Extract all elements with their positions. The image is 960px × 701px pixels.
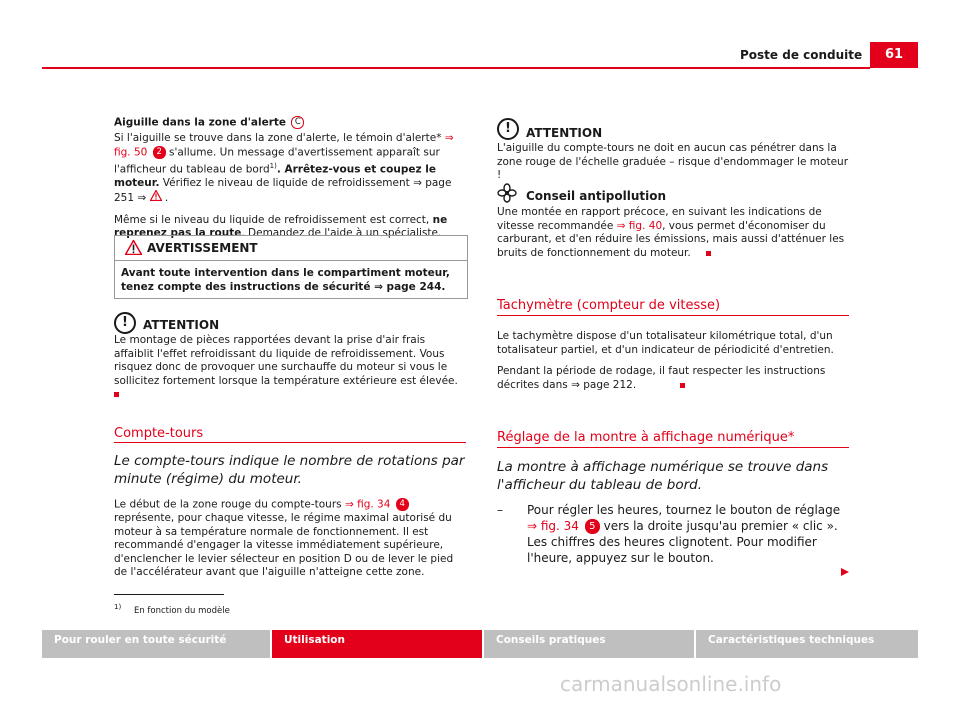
footnote-text: En fonction du modèle — [133, 605, 230, 616]
section-rule — [497, 447, 849, 448]
callout-2-badge: 2 — [153, 146, 166, 159]
callout-5-badge: 5 — [585, 519, 600, 534]
instruction-bullet — [497, 502, 849, 566]
paragraph-text: , vous permet d'économiser du carburant, et d'en réduire les émissions, mais aussi d'atténuer les bruits de fonctionnement du moteur. — [497, 219, 845, 259]
bold-instruction: ne reprenez pas la route — [114, 213, 448, 239]
paragraph-text: Pendant la période de rodage, il faut respecter les instructions décrites dans ⇒ page 212. — [497, 365, 826, 391]
warning-header — [115, 236, 467, 261]
eco-paragraph — [497, 206, 849, 260]
warning-box — [114, 235, 468, 299]
warning-triangle-icon — [125, 240, 142, 259]
bullet-dash: – — [497, 503, 503, 517]
end-marker — [114, 392, 119, 397]
header-rule — [42, 67, 870, 69]
section-rule — [114, 442, 466, 443]
paragraph-text: . Demandez de l'aide à un spécialiste. — [241, 227, 442, 239]
left-intro-block: Aiguille dans la zone d'alerte C Si l'aiguille se trouve dans la zone d'alerte, le témoin d'alerte* ⇒ fig. 50 2 s'allume. Un message d'avertissement apparaît sur l'afficheur du tableau de bord$^{1)}$. Arrêtez-vous et coupez le moteur. Vérifiez le niveau de liquide de refroidissement ⇒ page 251 ⇒ . Même si le niveau du liquide de refroidissement est correct, ne reprenez pas la route. Demandez de l'aide à un spécialiste. — [114, 116, 454, 239]
fig-34-link[interactable]: ⇒ fig. 34 — [344, 498, 391, 511]
callout-c-badge: C — [291, 116, 304, 129]
paragraph-text: représente, pour chaque vitesse, le régime maximal autorisé du moteur à sa température normale de fonctionnement. Il est recommandé d'engager la vitesse immédiatement supérieure, d'enclencher le levier sélecteur en position D ou de lever le pied de l'accélérateur avant que l'aiguille n'atteigne cette zone. — [114, 512, 454, 578]
paragraph-text: Une montée en rapport précoce, en suivant les indications de vitesse recommandée — [497, 206, 822, 232]
footer-tab-caracteristiques[interactable]: Caractéristiques techniques — [696, 630, 918, 658]
section-title-compte-tours: Compte-tours — [114, 426, 204, 441]
fig-34-link[interactable]: ⇒ fig. 34 — [527, 519, 579, 533]
attention-body: L'aiguille du compte-tours ne doit en aucun cas pénétrer dans la zone rouge de l'échelle graduée – risque d'endommager le moteur ! — [497, 142, 849, 181]
page-number: 61 — [870, 42, 918, 68]
aiguille-heading: Aiguille dans la zone d'alerte — [114, 116, 287, 129]
warning-title: AVERTISSEMENT — [147, 241, 258, 255]
attention-text: Le montage de pièces rapportées devant la prise d'air frais affaiblit l'effet refroidissant du liquide de refroidissement. Vous risquez donc de provoquer une surchauffe du moteur si vous le sollicitez fortement lorsque la température extérieure est élevée. — [114, 334, 458, 387]
running-header-title: Poste de conduite — [740, 48, 863, 62]
continue-arrow-icon — [840, 562, 850, 581]
watermark: carmanualsonline.info — [560, 672, 782, 696]
attention-body — [114, 334, 466, 402]
bullet-text — [527, 502, 849, 566]
warning-triangle-icon — [150, 192, 165, 204]
section-intro: La montre à affichage numérique se trouve dans l'afficheur du tableau de bord. — [497, 459, 829, 493]
paragraph-text: Pour régler les heures, tournez le bouton de réglage — [527, 503, 841, 517]
paragraph-text: Le tachymètre dispose d'un totalisateur kilométrique total, d'un totalisateur partiel, et d'un indicateur de périodicité d'entretien. — [497, 330, 834, 356]
paragraph-text: Même si le niveau du liquide de refroidissement est correct, — [114, 213, 433, 226]
footer-tab-securite[interactable]: Pour rouler en toute sécurité — [42, 630, 270, 658]
paragraph-text: s'allume. Un message d'avertissement apparaît sur l'afficheur du tableau de bord — [114, 146, 440, 175]
end-marker — [680, 383, 685, 388]
footnote-rule — [114, 594, 224, 595]
section-title-tachymetre: Tachymètre (compteur de vitesse) — [497, 298, 721, 313]
paragraph-text: vers la droite jusqu'au premier « clic ». Les chiffres des heures clignotent. Pour modifier l'heure, appuyez sur le bouton. — [527, 519, 838, 565]
attention-icon: ! — [114, 312, 136, 334]
end-marker — [706, 251, 711, 256]
footnote-mark: 1) — [114, 602, 122, 611]
bold-instruction: . Arrêtez-vous et coupez le moteur. — [114, 163, 436, 189]
paragraph-text: Vérifiez le niveau de liquide de refroidissement ⇒ page 251 ⇒ — [114, 176, 452, 204]
section-title-montre: Réglage de la montre à affichage numérique* — [497, 430, 795, 445]
tachymetre-paragraphs — [497, 330, 849, 400]
eco-flower-icon — [497, 183, 517, 207]
footnote-ref: 1) — [269, 161, 277, 170]
eco-title: Conseil antipollution — [526, 189, 667, 203]
warning-body: Avant toute intervention dans le compartiment moteur, tenez compte des instructions de sécurité ⇒ page 244. — [121, 267, 450, 293]
attention-icon: ! — [497, 118, 519, 140]
footer-tab-utilisation[interactable]: Utilisation — [272, 630, 482, 658]
section-intro: Le compte-tours indique le nombre de rotations par minute (régime) du moteur. — [114, 453, 465, 487]
attention-title: ATTENTION — [143, 318, 220, 332]
paragraph-text: Le début de la zone rouge du compte-tours — [114, 498, 345, 511]
footnote — [114, 602, 230, 616]
callout-4-badge: 4 — [396, 498, 409, 511]
footer-tab-conseils[interactable]: Conseils pratiques — [484, 630, 694, 658]
attention-title: ATTENTION — [526, 126, 603, 140]
paragraph-text: Si l'aiguille se trouve dans la zone d'alerte, le témoin d'alerte* — [114, 132, 445, 144]
fig-40-link[interactable]: ⇒ fig. 40 — [616, 219, 663, 232]
section-rule — [497, 315, 849, 316]
fig-50-link[interactable]: ⇒ fig. 50 — [114, 132, 454, 158]
compte-tours-paragraph — [114, 498, 466, 580]
